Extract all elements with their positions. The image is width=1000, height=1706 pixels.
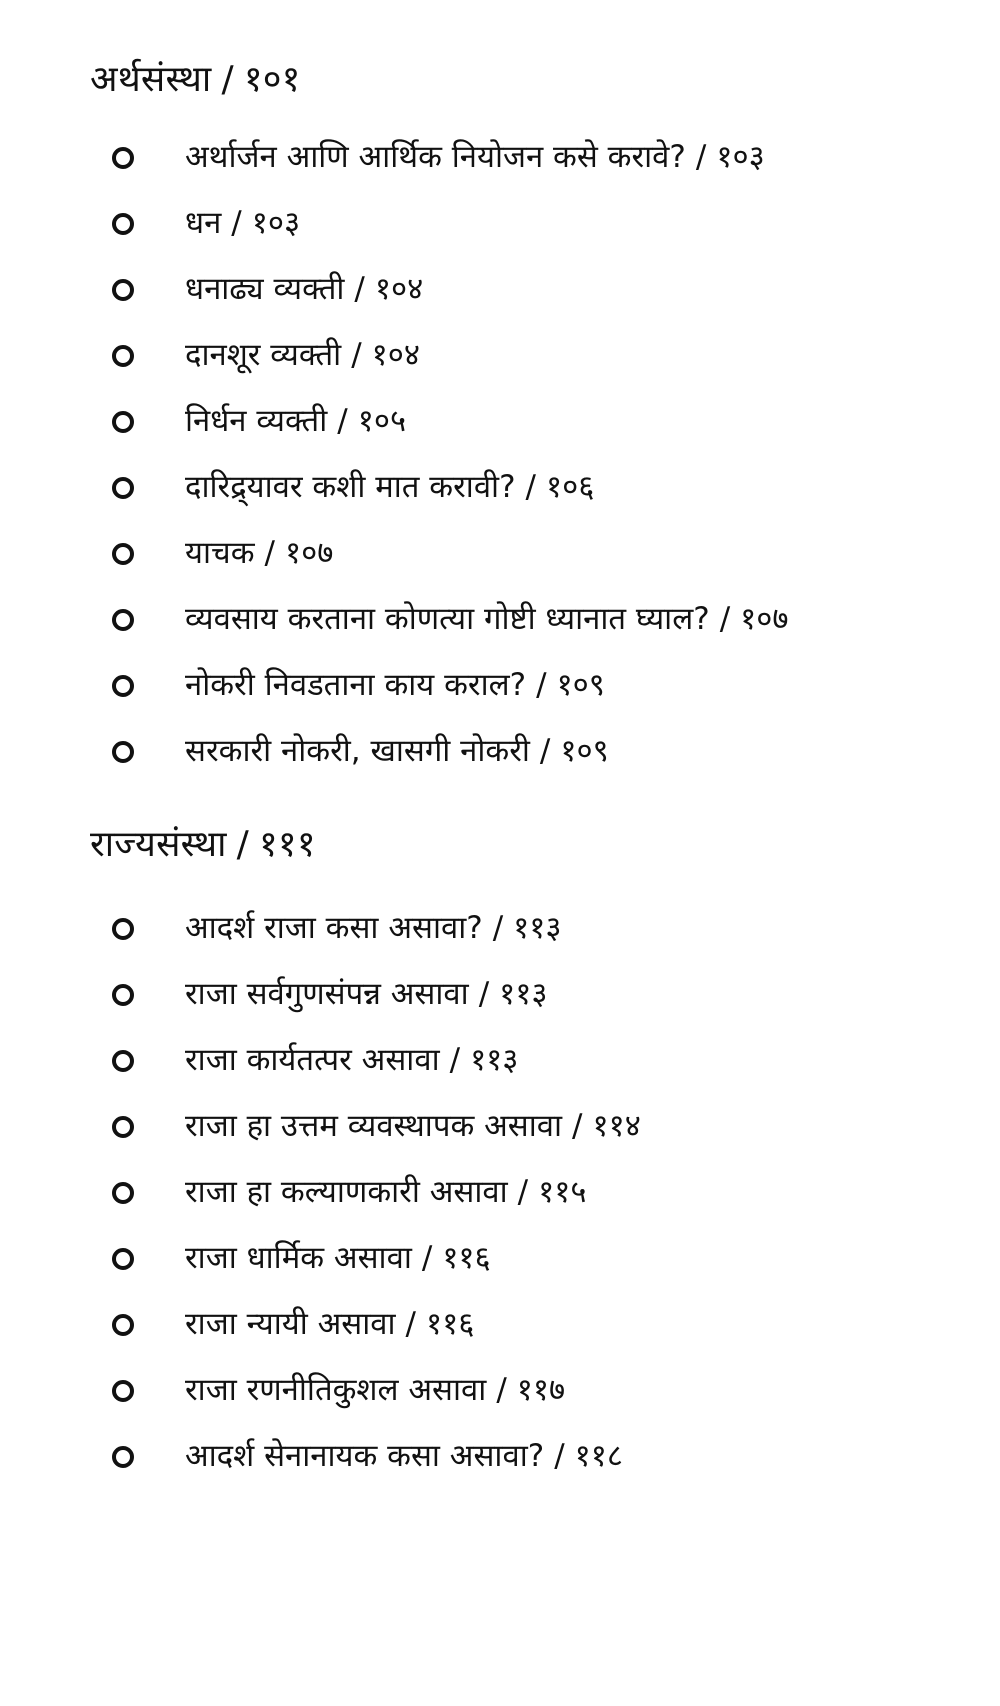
entry-title: दानशूर व्यक्ती xyxy=(185,337,342,373)
entry-page: ११३ xyxy=(499,976,548,1012)
section-heading xyxy=(90,817,1000,873)
entry-title: राजा हा उत्तम व्यवस्थापक असावा xyxy=(185,1108,563,1144)
entry-title: निर्धन व्यक्ती xyxy=(185,403,328,439)
entry-page: ११५ xyxy=(538,1174,587,1210)
separator: / xyxy=(517,1174,529,1210)
separator: / xyxy=(478,976,490,1012)
list-item xyxy=(0,1357,1000,1423)
entry-title: धनाढ्य व्यक्ती xyxy=(185,271,345,307)
entry-page: ११७ xyxy=(516,1372,566,1408)
circle-bullet-icon xyxy=(112,279,134,301)
section-heading-title: राज्यसंस्था xyxy=(90,824,227,865)
section-heading-page: १०१ xyxy=(243,59,301,100)
circle-bullet-icon xyxy=(112,543,134,565)
list-item xyxy=(0,388,1000,454)
section-heading xyxy=(90,52,1000,108)
list-item xyxy=(0,256,1000,322)
list-item xyxy=(0,1093,1000,1159)
entry-page: १०३ xyxy=(251,205,301,241)
list-item xyxy=(0,520,1000,586)
separator: / xyxy=(264,535,275,571)
separator: / xyxy=(449,1042,461,1078)
entry-list xyxy=(0,895,1000,1489)
circle-bullet-icon xyxy=(112,1116,134,1138)
separator: / xyxy=(554,1438,565,1474)
entry-title: व्यवसाय करताना कोणत्या गोष्टी ध्यानात घ्याल? xyxy=(185,601,710,637)
circle-bullet-icon xyxy=(112,477,134,499)
separator: / xyxy=(496,1372,507,1408)
entry-page: ११८ xyxy=(574,1438,624,1474)
entry-page: १०६ xyxy=(546,469,595,505)
entry-page: १०४ xyxy=(374,271,424,307)
separator: / xyxy=(354,271,365,307)
list-item xyxy=(0,124,1000,190)
entry-page: ११६ xyxy=(426,1306,475,1342)
separator: / xyxy=(405,1306,416,1342)
circle-bullet-icon xyxy=(112,1446,134,1468)
entry-title: आदर्श सेनानायक कसा असावा? xyxy=(185,1438,545,1474)
list-item xyxy=(0,190,1000,256)
section-rajyasanstha xyxy=(0,817,1000,1489)
list-item xyxy=(0,454,1000,520)
list-item xyxy=(0,1291,1000,1357)
entry-page: १०७ xyxy=(284,535,334,571)
separator: / xyxy=(695,139,707,175)
separator: / xyxy=(719,601,731,637)
entry-title: सरकारी नोकरी, खासगी नोकरी xyxy=(185,733,530,769)
separator: / xyxy=(525,469,536,505)
entry-page: ११४ xyxy=(592,1108,641,1144)
circle-bullet-icon xyxy=(112,984,134,1006)
circle-bullet-icon xyxy=(112,1248,134,1270)
circle-bullet-icon xyxy=(112,411,134,433)
list-item xyxy=(0,1423,1000,1489)
entry-title: अर्थार्जन आणि आर्थिक नियोजन कसे करावे? xyxy=(185,139,686,175)
list-item xyxy=(0,1225,1000,1291)
list-item xyxy=(0,895,1000,961)
list-item xyxy=(0,652,1000,718)
circle-bullet-icon xyxy=(112,609,134,631)
entry-title: राजा कार्यतत्पर असावा xyxy=(185,1042,440,1078)
circle-bullet-icon xyxy=(112,1050,134,1072)
entry-page: १०५ xyxy=(357,403,407,439)
separator: / xyxy=(236,824,250,865)
entry-page: ११६ xyxy=(442,1240,491,1276)
circle-bullet-icon xyxy=(112,675,134,697)
entry-title: याचक xyxy=(185,535,255,571)
entry-title: नोकरी निवडताना काय कराल? xyxy=(185,667,527,703)
separator: / xyxy=(231,205,242,241)
separator: / xyxy=(421,1240,433,1276)
entry-page: १०३ xyxy=(716,139,765,175)
circle-bullet-icon xyxy=(112,345,134,367)
entry-title: राजा सर्वगुणसंपन्न असावा xyxy=(185,976,469,1012)
circle-bullet-icon xyxy=(112,741,134,763)
separator: / xyxy=(536,667,547,703)
circle-bullet-icon xyxy=(112,918,134,940)
entry-title: राजा न्यायी असावा xyxy=(185,1306,396,1342)
entry-page: १०९ xyxy=(556,667,605,703)
separator: / xyxy=(221,59,234,100)
section-heading-title: अर्थसंस्था xyxy=(90,59,212,100)
entry-title: राजा हा कल्याणकारी असावा xyxy=(185,1174,508,1210)
list-item xyxy=(0,1159,1000,1225)
entry-page: १०७ xyxy=(740,601,789,637)
entry-page: ११३ xyxy=(470,1042,519,1078)
section-heading-page: १११ xyxy=(259,824,316,865)
list-item xyxy=(0,1027,1000,1093)
separator: / xyxy=(337,403,348,439)
separator: / xyxy=(492,910,504,946)
entry-page: १०४ xyxy=(371,337,421,373)
separator: / xyxy=(572,1108,583,1144)
entry-title: राजा धार्मिक असावा xyxy=(185,1240,412,1276)
circle-bullet-icon xyxy=(112,1380,134,1402)
entry-page: ११३ xyxy=(513,910,562,946)
entry-title: दारिद्र्यावर कशी मात करावी? xyxy=(185,469,516,505)
circle-bullet-icon xyxy=(112,1182,134,1204)
list-item xyxy=(0,586,1000,652)
circle-bullet-icon xyxy=(112,1314,134,1336)
list-item xyxy=(0,322,1000,388)
separator: / xyxy=(539,733,551,769)
entry-title: आदर्श राजा कसा असावा? xyxy=(185,910,483,946)
list-item xyxy=(0,961,1000,1027)
circle-bullet-icon xyxy=(112,213,134,235)
entry-title: राजा रणनीतिकुशल असावा xyxy=(185,1372,487,1408)
list-item xyxy=(0,718,1000,784)
entry-title: धन xyxy=(185,205,222,241)
entry-page: १०९ xyxy=(560,733,609,769)
entry-list xyxy=(0,124,1000,784)
separator: / xyxy=(351,337,362,373)
circle-bullet-icon xyxy=(112,147,134,169)
section-arthasanstha xyxy=(0,52,1000,784)
